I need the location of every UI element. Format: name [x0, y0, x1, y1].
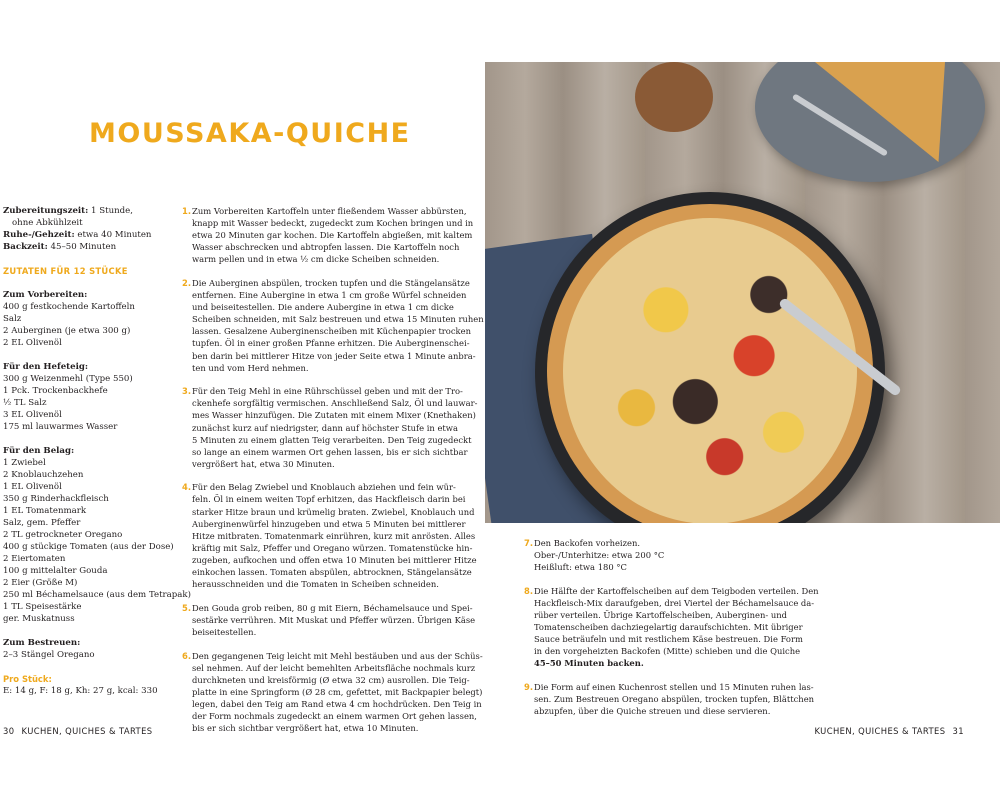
step-1 — [182, 205, 474, 265]
step-line: der Form nochmals zugedeckt an einem warmen Ort gehen lassen, — [192, 710, 477, 721]
step-number: 4. — [182, 482, 192, 493]
step-line: und beiseitestellen. Die andere Aubergine in etwa 1 cm dicke — [192, 302, 454, 313]
step-number: 8. — [524, 585, 534, 596]
ingredient-item: Salz, gem. Pfeffer — [3, 518, 81, 528]
step-line: ckenhefe sorgfältig vermischen. Anschließend Salz, Öl und lauwar- — [192, 398, 478, 409]
ingredient-item: 2 EL Olivenöl — [3, 338, 62, 348]
ingredient-item: 1 Zwiebel — [3, 458, 46, 468]
step-line: lassen. Gesalzene Auberginenscheiben mit Küchenpapier trocken — [192, 326, 471, 337]
step-9 — [524, 681, 815, 717]
step-7 — [524, 537, 794, 573]
ingredient-item: 175 ml lauwarmes Wasser — [3, 422, 118, 432]
nutrition-title: Pro Stück: — [3, 674, 52, 684]
step-line: Die Form auf einen Kuchenrost stellen und 15 Minuten ruhen las- — [534, 681, 814, 692]
prep-time-label: Zubereitungszeit: — [3, 206, 89, 216]
quiche-photo — [485, 62, 1000, 523]
ingredient-section — [3, 289, 173, 349]
step-line-bold: 45–50 Minuten backen. — [534, 658, 644, 669]
yield-heading: ZUTATEN FÜR 12 STÜCKE — [3, 266, 128, 276]
ingredient-section — [3, 361, 173, 433]
rest-time-label: Ruhe-/Gehzeit: — [3, 230, 75, 240]
steps-column-left — [182, 205, 484, 746]
step-line: zunächst kurz auf niedrigster, dann auf höchster Stufe in etwa — [192, 422, 458, 433]
ingredient-section-title: Zum Vorbereiten: — [3, 290, 88, 300]
step-line: bis er sich sichtbar vergrößert hat, etwa 10 Minuten. — [192, 723, 419, 734]
ingredient-item: 300 g Weizenmehl (Type 550) — [3, 374, 133, 384]
step-text — [534, 681, 814, 717]
footer-right — [815, 726, 968, 736]
step-text — [192, 602, 475, 638]
step-text — [192, 650, 483, 735]
step-line: Für den Teig Mehl in eine Rührschüssel geben und mit der Tro- — [192, 386, 463, 397]
step-line: rüber verteilen. Übrige Kartoffelscheiben, Auberginen- und — [534, 609, 787, 620]
ingredient-item: 2 Eiertomaten — [3, 554, 66, 564]
step-line: mes Wasser hinzufügen. Die Zutaten mit einem Mixer (Knethaken) — [192, 410, 476, 421]
ingredient-section-title: Zum Bestreuen: — [3, 638, 81, 648]
step-line: Sauce beträufeln und mit restlichem Käse bestreuen. Die Form — [534, 634, 803, 645]
page-number-right: 31 — [952, 726, 964, 736]
step-line: kräftig mit Salz, Pfeffer und Oregano würzen. Tomatenstücke hin- — [192, 542, 473, 553]
ingredient-item: 100 g mittelalter Gouda — [3, 566, 108, 576]
steps-column-right — [524, 537, 819, 729]
step-line: Die Hälfte der Kartoffelscheiben auf dem Teigboden verteilen. Den — [534, 585, 819, 596]
step-line: 5 Minuten zu einem glatten Teig verarbeiten. Den Teig zugedeckt — [192, 434, 472, 445]
step-text — [192, 481, 477, 590]
rest-time-value: etwa 40 Minuten — [74, 230, 152, 240]
step-line: feln. Öl in einem weiten Topf erhitzen, das Hackfleisch darin bei — [192, 494, 466, 505]
ingredient-section-title: Für den Hefeteig: — [3, 362, 89, 372]
step-8 — [524, 585, 819, 670]
ingredient-item: 1 EL Olivenöl — [3, 482, 62, 492]
step-line: platte in eine Springform (Ø 28 cm, gefettet, mit Backpapier belegt) — [192, 686, 483, 697]
ingredient-item: 2 Auberginen (je etwa 300 g) — [3, 326, 131, 336]
step-line: herausschneiden und die Tomaten in Scheiben schneiden. — [192, 579, 439, 590]
ingredient-section-title: Für den Belag: — [3, 446, 75, 456]
nutrition-values: E: 14 g, F: 18 g, Kh: 27 g, kcal: 330 — [3, 686, 158, 696]
prep-time-value: 1 Stunde, — [88, 206, 133, 216]
step-line: Die Auberginen abspülen, trocken tupfen und die Stängelansätze — [192, 277, 470, 288]
step-line: in den vorgeheizten Backofen (Mitte) schieben und die Quiche — [534, 646, 801, 657]
time-info — [3, 205, 173, 253]
page-number-left: 30 — [3, 726, 15, 736]
ingredient-item: ½ TL Salz — [3, 398, 47, 408]
step-number: 7. — [524, 538, 534, 548]
step-line: beiseitestellen. — [192, 626, 257, 637]
step-3 — [182, 385, 478, 470]
step-line: Den Backofen vorheizen. — [534, 538, 641, 548]
bake-time-label: Backzeit: — [3, 242, 48, 252]
ingredient-section — [3, 637, 173, 661]
step-line: etwa 20 Minuten gar kochen. Die Kartoffeln abgießen, mit kaltem — [192, 230, 473, 241]
ingredient-section — [3, 445, 191, 625]
step-text — [534, 537, 794, 573]
step-line: Scheiben schneiden, mit Salz bestreuen und etwa 15 Minuten ruhen — [192, 314, 484, 325]
step-line: entfernen. Eine Aubergine in etwa 1 cm große Würfel schneiden — [192, 290, 467, 301]
step-line: so lange an einem warmen Ort gehen lassen, bis er sich sichtbar — [192, 446, 468, 457]
step-line: Zum Vorbereiten Kartoffeln unter fließendem Wasser abbürsten, — [192, 206, 467, 216]
prep-time-note: ohne Abkühlzeit — [12, 218, 83, 228]
step-number: 6. — [182, 650, 192, 661]
ingredient-item: 1 EL Tomatenmark — [3, 506, 87, 516]
step-line: Wasser abschrecken und abtropfen lassen. Die Kartoffeln noch — [192, 242, 460, 253]
step-number: 3. — [182, 386, 192, 397]
step-text — [192, 385, 477, 470]
photo-herb-bowl — [635, 62, 713, 132]
step-number: 5. — [182, 602, 192, 613]
step-text — [192, 205, 473, 265]
ingredient-sections — [3, 289, 191, 661]
ingredient-item: ger. Muskatnuss — [3, 614, 75, 624]
bake-time-value: 45–50 Minuten — [47, 242, 117, 252]
step-text — [534, 585, 819, 670]
step-line: Auberginenwürfel hinzugeben und etwa 5 Minuten bei mittlerer — [192, 518, 466, 529]
step-line: durchkneten und kreisförmig (Ø etwa 32 cm) ausrollen. Die Teig- — [192, 674, 470, 685]
footer-left-label: KUCHEN, QUICHES & TARTES — [21, 726, 153, 736]
step-line: Tomatenscheiben dachziegelartig daraufschichten. Mit übriger — [534, 622, 803, 633]
step-text — [192, 277, 484, 374]
step-number: 2. — [182, 277, 192, 288]
step-line: Den gegangenen Teig leicht mit Mehl bestäuben und aus der Schüs- — [192, 650, 483, 661]
step-number: 1. — [182, 206, 192, 216]
ingredient-item: 1 Pck. Trockenbackhefe — [3, 386, 108, 396]
ingredient-item: 2 TL getrockneter Oregano — [3, 530, 123, 540]
footer-right-label: KUCHEN, QUICHES & TARTES — [814, 726, 946, 736]
ingredient-item: 2 Knoblauchzehen — [3, 470, 84, 480]
step-6 — [182, 650, 483, 735]
step-4 — [182, 481, 477, 590]
step-line: legen, dabei den Teig am Rand etwa 4 cm hochdrücken. Den Teig in — [192, 698, 482, 709]
step-line: sen. Zum Bestreuen Oregano abspülen, trocken tupfen, Blättchen — [534, 694, 815, 705]
ingredient-item: 350 g Rinderhackfleisch — [3, 494, 109, 504]
ingredient-item: 400 g festkochende Kartoffeln — [3, 302, 135, 312]
recipe-title: MOUSSAKA-QUICHE — [89, 118, 411, 149]
step-line: sel nehmen. Auf der leicht bemehlten Arbeitsfläche nochmals kurz — [192, 662, 476, 673]
step-line: Hitze mitbraten. Tomatenmark einrühren, kurz mit anrösten. Alles — [192, 530, 476, 541]
step-line: zugeben, aufkochen und offen etwa 10 Minuten bei mittlerer Hitze — [192, 554, 477, 565]
ingredient-item: 2–3 Stängel Oregano — [3, 650, 95, 660]
footer-left — [3, 726, 152, 736]
step-line: Für den Belag Zwiebel und Knoblauch abziehen und fein wür- — [192, 482, 456, 493]
step-line: Ober-/Unterhitze: etwa 200 °C — [534, 550, 665, 561]
ingredient-item: 400 g stückige Tomaten (aus der Dose) — [3, 542, 174, 552]
step-line: Den Gouda grob reiben, 80 g mit Eiern, Béchamelsauce und Spei- — [192, 602, 473, 613]
step-number: 9. — [524, 681, 534, 692]
ingredient-item: 1 TL Speisestärke — [3, 602, 82, 612]
step-line: sestärke verrühren. Mit Muskat und Pfeffer würzen. Übrigen Käse — [192, 614, 476, 625]
ingredient-item: 2 Eier (Größe M) — [3, 578, 78, 588]
nutrition-info — [3, 673, 173, 697]
step-line: ben darin bei mittlerer Hitze von jeder Seite etwa 1 Minute anbra- — [192, 350, 476, 361]
step-5 — [182, 602, 476, 638]
ingredient-item: 3 EL Olivenöl — [3, 410, 62, 420]
step-line: tupfen. Öl in einer großen Pfanne erhitzen. Die Auberginenschei- — [192, 338, 470, 349]
ingredient-item: Salz — [3, 314, 22, 324]
step-line: warm pellen und in etwa ½ cm dicke Scheiben schneiden. — [192, 254, 440, 265]
step-2 — [182, 277, 484, 374]
step-line: abzupfen, über die Quiche streuen und diese servieren. — [534, 706, 771, 717]
step-line: knapp mit Wasser bedeckt, zugedeckt zum Kochen bringen und in — [192, 218, 474, 229]
step-line: ten und vom Herd nehmen. — [192, 362, 309, 373]
photo-quiche-filling — [563, 218, 857, 523]
step-line: Heißluft: etwa 180 °C — [534, 562, 627, 573]
step-line: starker Hitze braun und krümelig braten. Zwiebel, Knoblauch und — [192, 506, 475, 517]
step-line: einkochen lassen. Tomaten abspülen, abtrocknen, Stängelansätze — [192, 567, 472, 578]
ingredients-sidebar — [3, 205, 191, 709]
step-line: Hackfleisch-Mix daraufgeben, drei Viertel der Béchamelsauce da- — [534, 597, 815, 608]
step-line: vergrößert hat, etwa 30 Minuten. — [192, 458, 335, 469]
ingredient-item: 250 ml Béchamelsauce (aus dem Tetrapak) — [3, 590, 191, 600]
